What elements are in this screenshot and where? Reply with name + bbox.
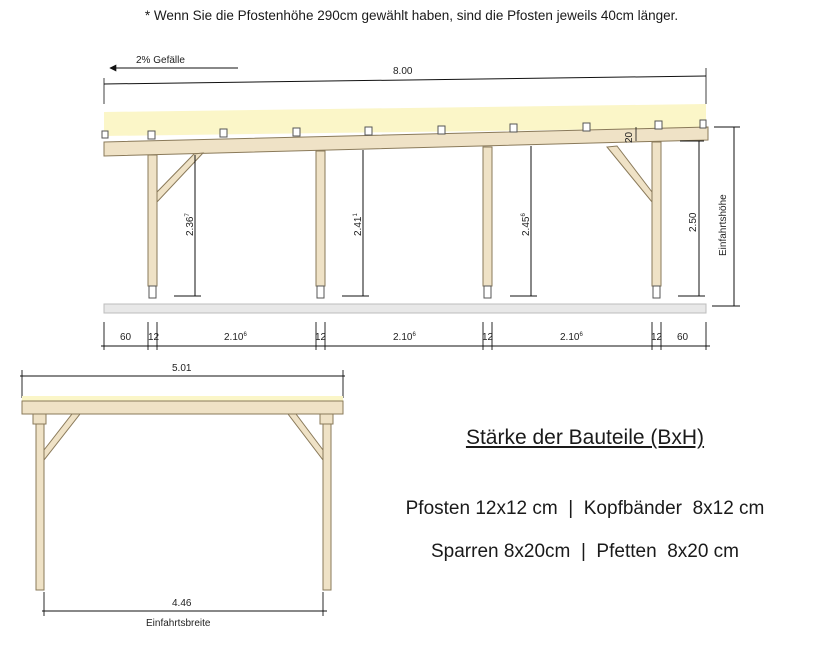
bottom-dim-label-6: 12	[482, 332, 494, 343]
bottom-dim-label-4: 12	[315, 332, 327, 343]
post-anchor	[653, 286, 660, 298]
bottom-dim-label-5: 2.10$^6$	[393, 332, 416, 343]
bottom-dim-label-3: 2.10$^6$	[224, 332, 247, 343]
purlin-block	[583, 123, 590, 131]
purlin-block	[700, 120, 706, 128]
clear-width-label: 4.46	[172, 598, 192, 609]
front-purlin	[33, 414, 46, 424]
knee-brace	[157, 153, 203, 202]
post-height-labels	[185, 212, 699, 236]
post	[652, 142, 661, 286]
purlin-block	[148, 131, 155, 139]
post-height-label-2: 2.41$^1$	[353, 213, 364, 236]
bottom-dim-labels	[120, 332, 689, 343]
bottom-dim-label-7: 2.10$^6$	[560, 332, 583, 343]
post-height-label-4: 2.50	[688, 212, 699, 232]
ground-slab	[104, 304, 706, 313]
posts	[148, 142, 661, 286]
purlin-block	[365, 127, 372, 135]
clear-width-caption: Einfahrtsbreite	[146, 618, 211, 629]
post-anchor	[149, 286, 156, 298]
bottom-dim-label-1: 60	[120, 332, 132, 343]
purlin-block	[438, 126, 445, 134]
front-purlin	[320, 414, 333, 424]
purlin-block	[655, 121, 662, 129]
rafter-height-label: 20	[624, 131, 635, 143]
slope-label: 2% Gefälle	[136, 55, 185, 66]
total-length-label: 8.00	[393, 66, 413, 77]
front-knee-brace	[288, 414, 323, 460]
clearance-label: Einfahrtshöhe	[718, 194, 729, 256]
post-anchor	[317, 286, 324, 298]
bottom-dim-label-2: 12	[148, 332, 160, 343]
bottom-dim-label-9: 60	[677, 332, 689, 343]
purlin-block	[293, 128, 300, 136]
front-knee-brace	[44, 414, 80, 460]
post-anchors	[149, 286, 660, 298]
post-height-note: * Wenn Sie die Pfostenhöhe 290cm gewählt haben, sind die Pfosten jeweils 40cm länger.	[144, 8, 679, 23]
front-post	[323, 424, 331, 590]
post	[148, 155, 157, 286]
purlin-block	[102, 131, 108, 138]
front-width-label: 5.01	[172, 363, 192, 374]
post-height-label-3: 2.45$^6$	[521, 213, 532, 236]
side-view	[101, 55, 740, 350]
front-post	[36, 424, 44, 590]
post-anchor	[484, 286, 491, 298]
post	[316, 151, 325, 286]
legend-title: Stärke der Bauteile (BxH)	[465, 426, 705, 449]
post-height-label-1: 2.36$^7$	[185, 213, 196, 236]
front-view	[20, 363, 345, 629]
knee-braces	[157, 146, 652, 202]
total-length-dim-line	[104, 76, 706, 84]
legend-line-posts: Pfosten 12x12 cm | Kopfbänder 8x12 cm	[405, 498, 765, 519]
legend-line-rafters: Sparren 8x20cm | Pfetten 8x20 cm	[430, 541, 740, 562]
knee-brace	[607, 146, 652, 202]
bottom-dim-label-8: 12	[651, 332, 663, 343]
post	[483, 147, 492, 286]
front-rafter	[22, 401, 343, 414]
purlin-block	[220, 129, 227, 137]
purlin-block	[510, 124, 517, 132]
